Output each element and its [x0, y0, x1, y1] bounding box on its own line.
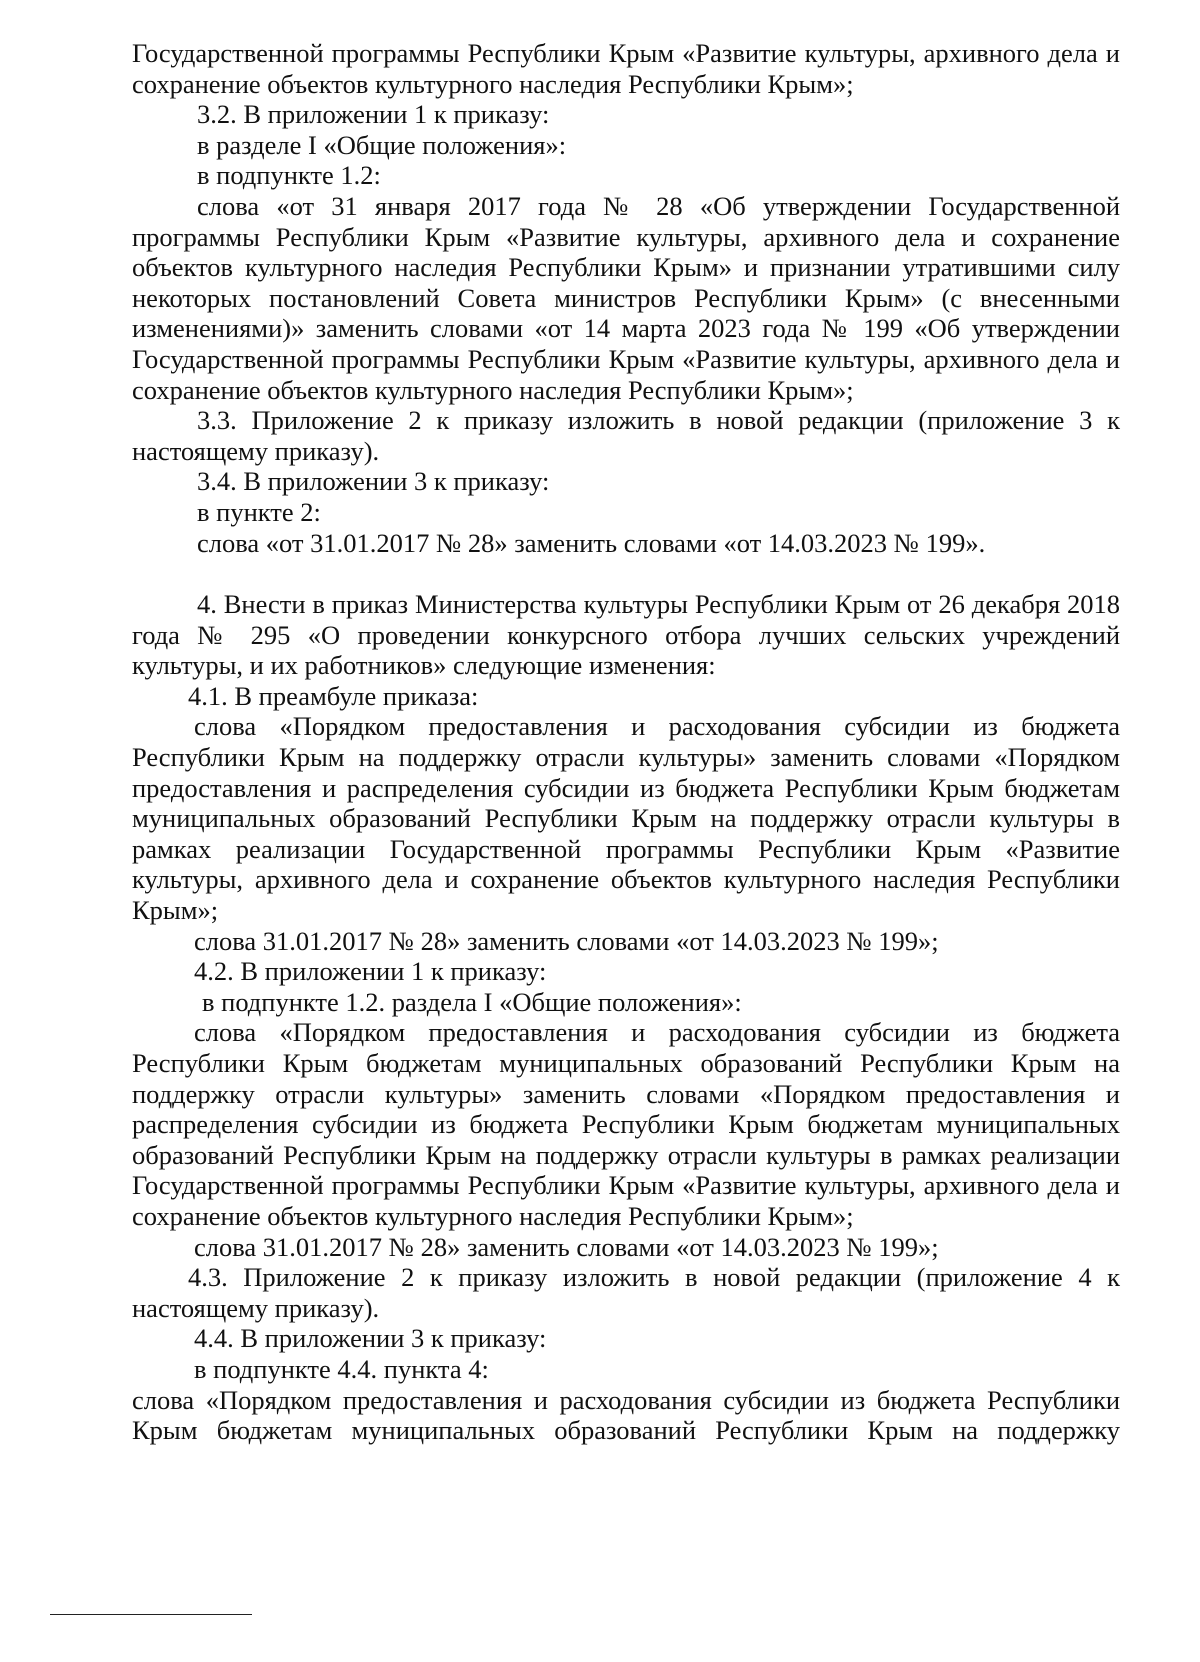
paragraph-4-4-words: слова «Порядком предоставления и расходования субсидии из бюджета Республики Крым бюджетам муниципальных образований Республики Крым на поддержку — [132, 1384, 1120, 1446]
paragraph-4-4-heading: 4.4. В приложении 3 к приказу: — [194, 1323, 547, 1354]
paragraph-3-2-heading: 3.2. В приложении 1 к приказу: — [197, 99, 550, 130]
paragraph-item-2: в пункте 2: — [197, 496, 321, 527]
paragraph-program-name-continued: Государственной программы Республики Крым «Развитие культуры, архивного дела и сохранение объектов культурного наследия Республики Крым»; — [132, 38, 1120, 99]
paragraph-4-amend-order: 4. Внести в приказ Министерства культуры Республики Крым от 26 декабря 2018 года № 295 «О проведении конкурсного отбора лучших сельских учреждений культуры, и их работников» следующие изменения: — [132, 589, 1120, 681]
paragraph-3-3: 3.3. Приложение 2 к приказу изложить в новой редакции (приложение 3 к настоящему приказу). — [132, 405, 1120, 466]
paragraph-words-replacement-2: слова «от 31.01.2017 № 28» заменить словами «от 14.03.2023 № 199». — [197, 527, 986, 558]
paragraph-words-replacement-1: слова «от 31 января 2017 года № 28 «Об утверждении Государственной программы Республики Крым «Развитие культуры, архивного дела и сохранение объектов культурного наследия Республики Крым» и признании утратившими силу некоторых постановлений Совета министров Республики Крым» (с внесенными изменениями)» заменить словами «от 14 марта 2023 года № 199 «Об утверждении Государственной программы Республики Крым «Развитие культуры, архивного дела и сохранение объектов культурного наследия Республики Крым»; — [132, 190, 1120, 405]
paragraph-4-2-heading: 4.2. В приложении 1 к приказу: — [194, 956, 547, 987]
paragraph-4-1-heading: 4.1. В преамбуле приказа: — [188, 680, 479, 711]
paragraph-spacer — [132, 558, 1120, 589]
paragraph-4-2-subitem: в подпункте 1.2. раздела I «Общие положения»: — [202, 986, 742, 1017]
paragraph-section-i: в разделе I «Общие положения»: — [197, 129, 567, 160]
paragraph-4-4-subitem: в подпункте 4.4. пункта 4: — [194, 1353, 489, 1384]
paragraph-4-2-words-date: слова 31.01.2017 № 28» заменить словами «от 14.03.2023 № 199»; — [194, 1231, 939, 1262]
paragraph-3-4-heading: 3.4. В приложении 3 к приказу: — [197, 466, 550, 497]
paragraph-4-2-words: слова «Порядком предоставления и расходования субсидии из бюджета Республики Крым бюджетам муниципальных образований Республики Крым на поддержку отрасли культуры» заменить словами «Порядком предоставления и распределения субсидии из бюджета Республики Крым бюджетам муниципальных образований Республики Крым на поддержку отрасли культуры в рамках реализации Государственной программы Республики Крым «Развитие культуры, архивного дела и сохранение объектов культурного наследия Республики Крым»; — [132, 1017, 1120, 1231]
paragraph-4-1-words-date: слова 31.01.2017 № 28» заменить словами «от 14.03.2023 № 199»; — [194, 925, 939, 956]
paragraph-subitem-1-2: в подпункте 1.2: — [197, 160, 381, 191]
document-body — [132, 38, 1120, 1446]
paragraph-4-1-words: слова «Порядком предоставления и расходования субсидии из бюджета Республики Крым на поддержку отрасли культуры» заменить словами «Порядком предоставления и распределения субсидии из бюджета Республики Крым бюджетам муниципальных образований Республики Крым на поддержку отрасли культуры в рамках реализации Государственной программы Республики Крым «Развитие культуры, архивного дела и сохранение объектов культурного наследия Республики Крым»; — [132, 711, 1120, 926]
footnote-divider — [50, 1614, 252, 1615]
paragraph-4-3: 4.3. Приложение 2 к приказу изложить в новой редакции (приложение 4 к настоящему приказу). — [132, 1262, 1120, 1323]
